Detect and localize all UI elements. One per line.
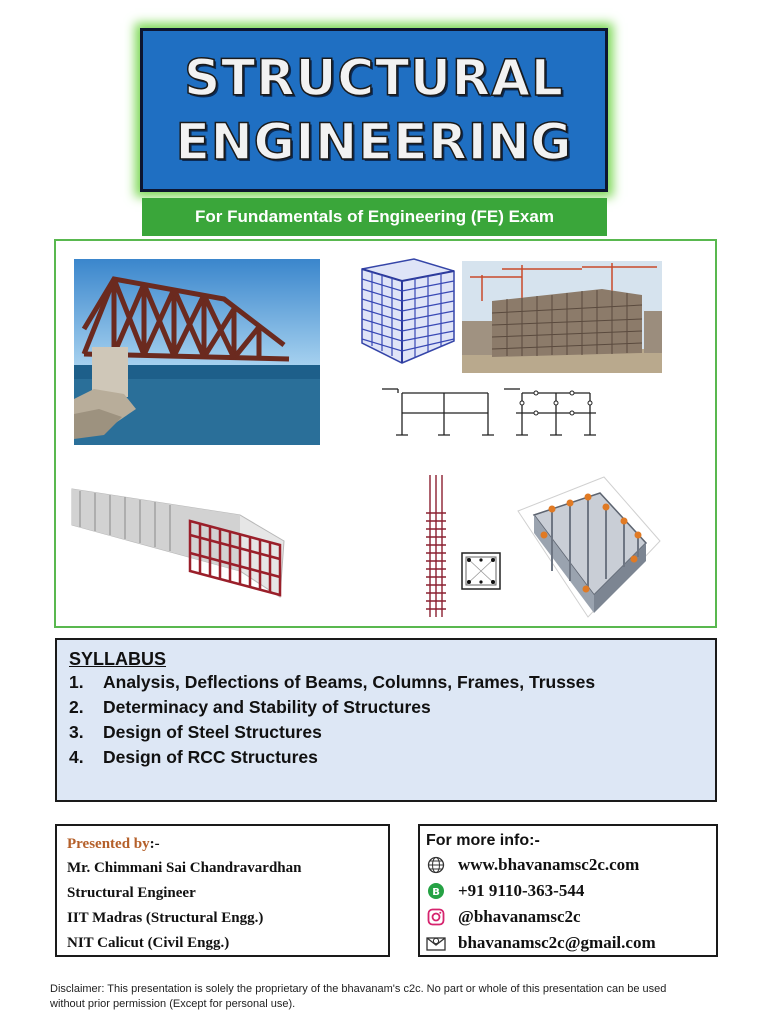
construction-site-photo (462, 261, 662, 373)
rcc-column-reinforcement-section (416, 473, 506, 619)
email-icon (426, 933, 446, 953)
presenter-role: Structural Engineer (67, 885, 196, 901)
globe-icon (426, 855, 446, 875)
disclaimer-text: Disclaimer: This presentation is solely the proprietary of the bhavanam's c2c. No part or whole of this presentation can be used without prior permission (Except for personal use). (50, 983, 667, 1010)
syllabus-item-text: Design of RCC Structures (103, 747, 318, 767)
syllabus-item (69, 745, 703, 770)
presenter-heading-suffix: :- (149, 836, 160, 852)
contact-instagram-row[interactable] (426, 904, 710, 930)
title-line-1: STRUCTURAL (184, 49, 564, 107)
syllabus-heading: SYLLABUS (69, 649, 167, 669)
subtitle-bar: For Fundamentals of Engineering (FE) Exam (142, 198, 607, 236)
syllabus-item-number: 1. (69, 672, 84, 692)
image-panel (54, 239, 717, 628)
presenter-heading (67, 832, 378, 856)
contact-heading: For more info:- (426, 832, 540, 849)
title-line-2: ENGINEERING (175, 113, 573, 171)
column-rebar-cage-3d (514, 471, 664, 621)
contact-phone-row[interactable] (426, 878, 710, 904)
3d-building-frame-model (354, 255, 460, 367)
contact-email-link[interactable]: bhavanamsc2c@gmail.com (458, 933, 656, 952)
truss-bridge-photo (74, 259, 320, 445)
contact-instagram-handle[interactable]: @bhavanamsc2c (458, 907, 581, 926)
syllabus-item-text: Determinacy and Stability of Structures (103, 697, 431, 717)
syllabus-box (55, 638, 717, 802)
svg-text:B: B (432, 887, 440, 898)
syllabus-item (69, 720, 703, 745)
syllabus-item-number: 4. (69, 747, 84, 767)
contact-phone[interactable]: +91 9110-363-544 (458, 881, 585, 900)
contact-email-row[interactable] (426, 930, 710, 956)
presenter-box (55, 824, 390, 957)
syllabus-item-number: 2. (69, 697, 84, 717)
syllabus-item-text: Analysis, Deflections of Beams, Columns, Frames, Trusses (103, 672, 596, 692)
rcc-beam-reinforcement (70, 485, 286, 611)
syllabus-item (69, 670, 703, 695)
presenter-education-1: IIT Madras (Structural Engg.) (67, 910, 264, 926)
presenter-heading-label: Presented by (67, 836, 150, 852)
syllabus-item (69, 695, 703, 720)
syllabus-item-text: Design of Steel Structures (103, 722, 322, 742)
title-banner (140, 28, 608, 192)
instagram-icon (426, 907, 446, 927)
contact-box (418, 824, 718, 957)
contact-website-row[interactable] (426, 852, 710, 878)
presenter-education-2: NIT Calicut (Civil Engg.) (67, 935, 230, 951)
presenter-name: Mr. Chimmani Sai Chandravardhan (67, 860, 302, 876)
contact-website-link[interactable]: www.bhavanamsc2c.com (458, 855, 640, 874)
syllabus-item-number: 3. (69, 722, 84, 742)
whatsapp-business-icon (426, 881, 446, 901)
portal-frame-diagrams (376, 379, 606, 443)
